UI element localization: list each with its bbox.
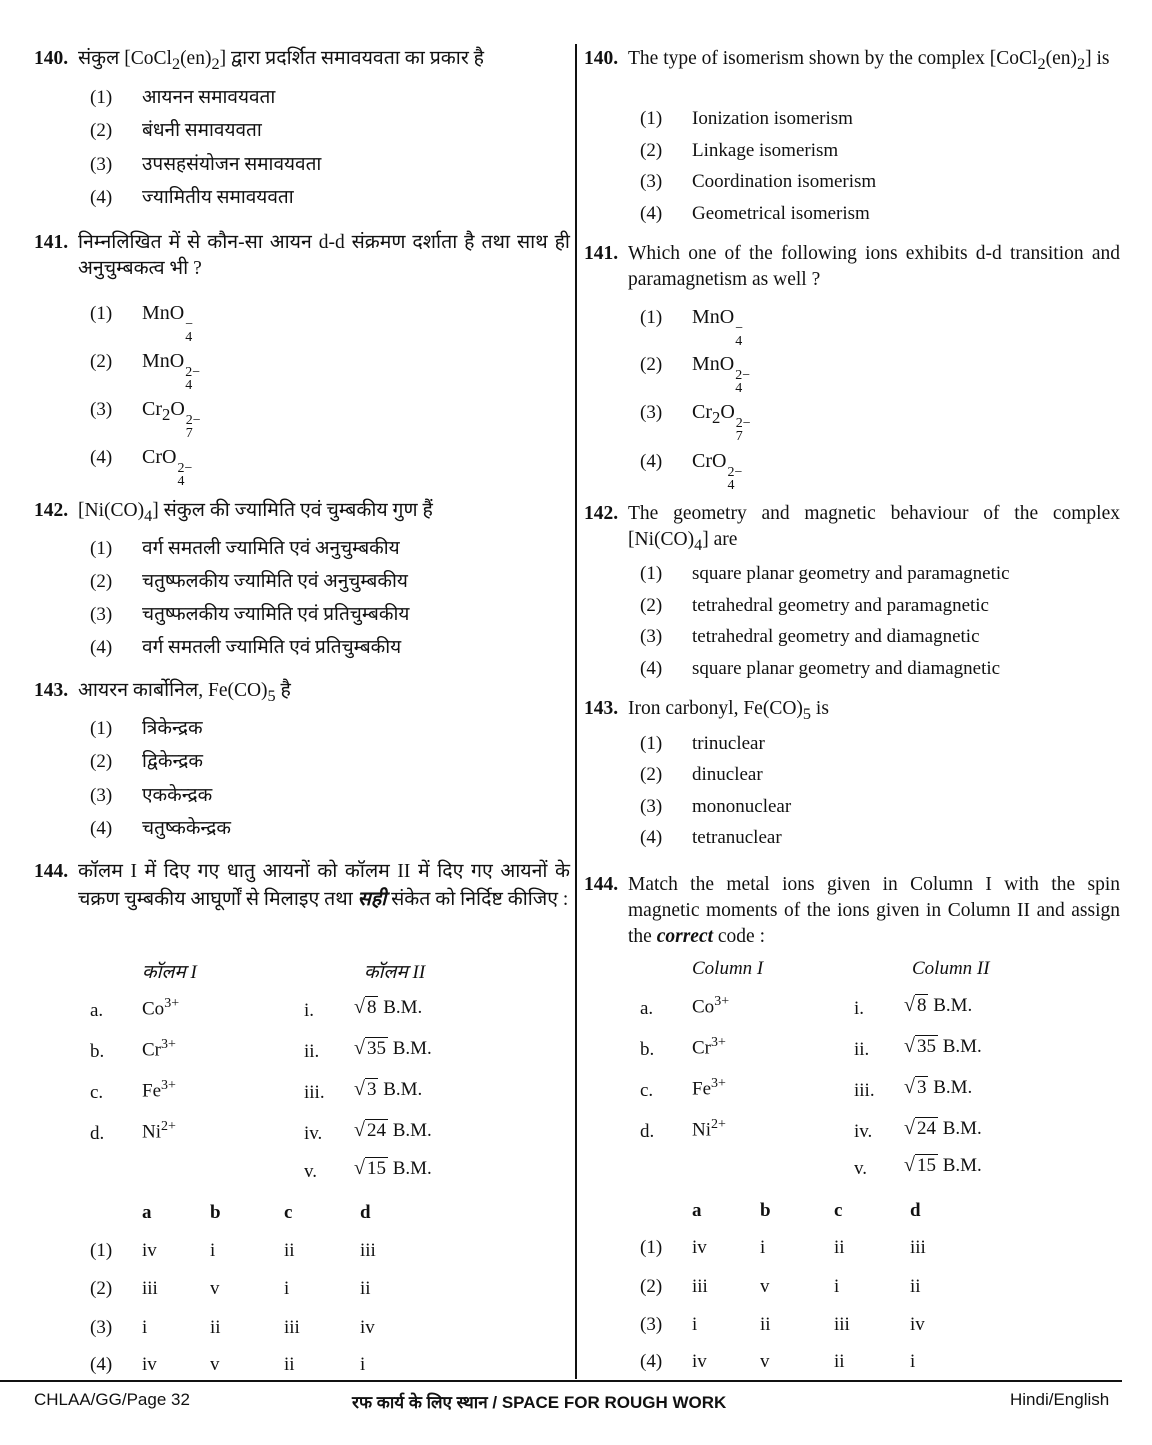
question-144-hi: 144. कॉलम I में दिए गए धातु आयनों को कॉलम II में दिए गए आयनों के चक्रण चुम्बकीय आघूर्णों से मिलाइए तथा सही संकेत को निर्दिष्ट कीजिए : [34,861,570,910]
option: (2) चतुष्फलकीय ज्यामिति एवं अनुचुम्बकीय [90,571,408,592]
option: (3) चतुष्फलकीय ज्यामिति एवं प्रतिचुम्बकीय [90,604,410,625]
column-header: कॉलम I [142,962,197,983]
option: (3) $Cr_2O$ 2− 7 [90,398,201,441]
language-label: Hindi/English [1010,1390,1110,1409]
option: (2) MnO 2− 4 [640,353,751,396]
question-140-en: 140. The type of isomerism shown by the complex $[CoCl_2(en)_2]$ is [584,48,1110,73]
option: (4) Geometrical isomerism [640,203,870,224]
option: (1) त्रिकेन्द्रक [90,718,203,739]
question-141-en: 141. Which one of the following ions exhibits d-d transition and paramagnetism as well ? [584,243,1120,290]
option: (3) उपसहसंयोजन समावयवता [90,154,322,175]
option: (3) एककेन्द्रक [90,785,213,806]
option: (3) mononuclear [640,796,792,817]
option: (4) tetranuclear [640,827,782,848]
question-143-hi: 143. आयरन कार्बोनिल, $Fe(CO)_5$ है [34,680,291,705]
option: (2) बंधनी समावयवता [90,120,262,141]
option: (1) MnO − 4 [640,306,744,349]
option: (2) Linkage isomerism [640,140,839,161]
column-header: Column I [692,958,764,979]
option: (1) MnO − 4 [90,302,194,345]
question-144-en: 144. Match the metal ions given in Column I with the spin magnetic moments of the ions given in Column II and assign the correct code : [584,874,1120,947]
option: (4) चतुष्ककेन्द्रक [90,818,231,839]
question-text: संकुल $[CoCl_2(en)_2]$ द्वारा प्रदर्शित समावयवता का प्रकार है [78,48,485,73]
option: (4) ज्यामितीय समावयवता [90,187,294,208]
page-code: CHLAA/GG/Page 32 [34,1390,190,1409]
option: (4) CrO 2− 4 [90,446,193,489]
column-header: कॉलम II [364,962,426,983]
option: (1) square planar geometry and paramagnetic [640,563,1010,584]
footer-rule [0,1380,1122,1382]
option: (4) CrO 2− 4 [640,450,743,493]
question-143-en: 143. Iron carbonyl, $Fe(CO)_5$ is [584,698,829,723]
column-header: Column II [912,958,990,979]
option: (3) $Cr_2O$ 2− 7 [640,401,751,444]
option: (4) वर्ग समतली ज्यामिति एवं प्रतिचुम्बकीय [90,637,402,658]
option: (1) trinuclear [640,733,765,754]
question-140-hi [34,46,570,77]
option: (2) tetrahedral geometry and paramagnetic [640,595,989,616]
column-divider [575,44,577,1379]
question-142-hi: 142. $[Ni(CO)_4]$ संकुल की ज्यामिति एवं चुम्बकीय गुण हैं [34,500,433,525]
option: (3) Coordination isomerism [640,171,877,192]
option: (1) आयनन समावयवता [90,87,276,108]
question-number: 140. [34,48,69,69]
option: (4) square planar geometry and diamagnetic [640,658,1001,679]
option: (3) tetrahedral geometry and diamagnetic [640,626,980,647]
question-141-hi: 141. निम्नलिखित में से कौन-सा आयन d-d संक्रमण दर्शाता है तथा साथ ही अनुचुम्बकत्व भी ? [34,232,570,279]
option: (2) dinuclear [640,764,763,785]
option: (1) वर्ग समतली ज्यामिति एवं अनुचुम्बकीय [90,538,400,559]
option: (1) Ionization isomerism [640,108,853,129]
option: (2) MnO 2− 4 [90,350,201,393]
rough-work-label: रफ कार्य के लिए स्थान / SPACE FOR ROUGH WORK [352,1393,727,1412]
option: (2) द्विकेन्द्रक [90,751,203,772]
question-142-en: 142. The geometry and magnetic behaviour of the complex $[Ni(CO)_4]$ are [584,503,1120,554]
